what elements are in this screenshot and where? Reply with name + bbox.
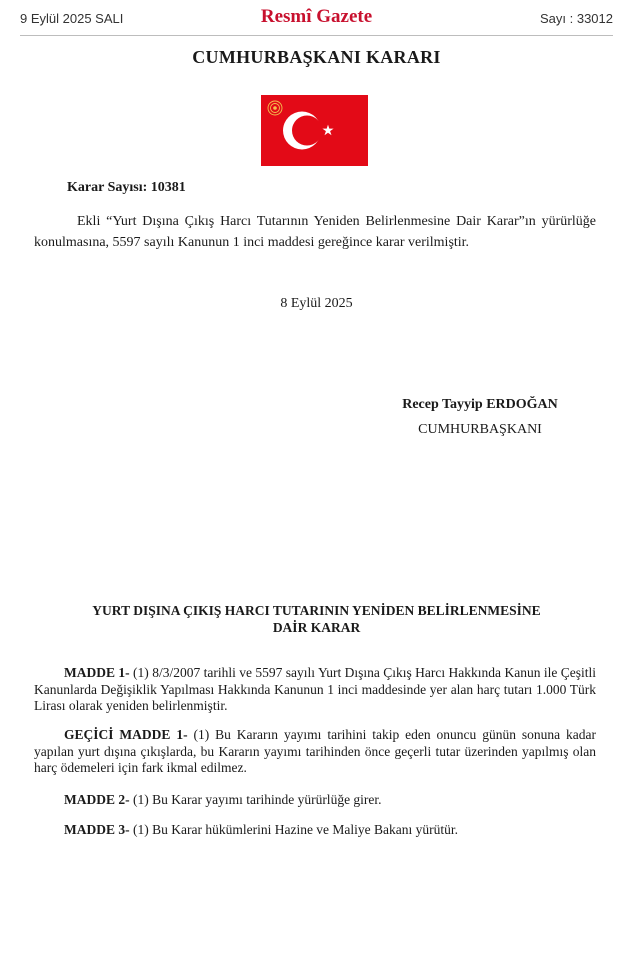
gazette-title: Resmî Gazete bbox=[260, 6, 373, 27]
article-2 bbox=[34, 792, 596, 809]
signatory-name: Recep Tayyip ERDOĞAN bbox=[402, 397, 558, 412]
signatory-title: CUMHURBAŞKANI bbox=[418, 422, 542, 437]
annex-title bbox=[60, 602, 573, 636]
article-label: MADDE 3- bbox=[64, 822, 130, 837]
turkish-flag-icon bbox=[261, 95, 368, 166]
decision-title: CUMHURBAŞKANI KARARI bbox=[192, 47, 441, 67]
article-text: (1) 8/3/2007 tarihli ve 5597 sayılı Yurt Dışına Çıkış Harcı Hakkında Kanun ile Çeşitli Kanunlarda Değişiklik Yapılması Hakkında Kanunun 1 inci maddesinde yer alan harç tutarı 1.000 Türk Lirası olarak yeniden belirlenmiştir. bbox=[34, 665, 596, 713]
article-text: (1) Bu Karar yayımı tarihinde yürürlüğe girer. bbox=[129, 792, 382, 807]
presidential-seal-icon bbox=[268, 101, 282, 115]
decision-intro: Ekli “Yurt Dışına Çıkış Harcı Tutarının Yeniden Belirlenmesine Dair Karar”ın yürürlüğe konulmasına, 5597 sayılı Kanunun 1 inci maddesi gereğince karar verilmiştir. bbox=[34, 214, 596, 250]
article-label: MADDE 2- bbox=[64, 792, 130, 807]
issue-number: Sayı : 33012 bbox=[540, 11, 613, 26]
issue-date: 9 Eylül 2025 SALI bbox=[20, 11, 124, 26]
article-1 bbox=[34, 665, 596, 715]
decision-date: 8 Eylül 2025 bbox=[280, 296, 353, 311]
article-text: (1) Bu Karar hükümlerini Hazine ve Maliye Bakanı yürütür. bbox=[129, 822, 459, 837]
article-label: GEÇİCİ MADDE 1- bbox=[64, 727, 188, 742]
article-3 bbox=[34, 822, 596, 839]
article-label: MADDE 1- bbox=[64, 665, 130, 680]
header-divider bbox=[20, 35, 613, 36]
gazette-header bbox=[20, 0, 613, 36]
annex-title-line-1: YURT DIŞINA ÇIKIŞ HARCI TUTARININ YENİDEN BELİRLENMESİNE bbox=[92, 603, 541, 618]
article-text: (1) Bu Kararın yayımı tarihini takip eden onuncu günün sonuna kadar yapılan yurt dışına çıkışlarda, bu Kararın yayımı tarihinden önce geçerli tutar üzerinden yapılmış olan harç ödemeleri için fark ikmal edilmez. bbox=[34, 727, 596, 775]
provisional-article-1 bbox=[34, 727, 596, 777]
decision-number: Karar Sayısı: 10381 bbox=[67, 180, 186, 195]
annex-title-line-2: DAİR KARAR bbox=[272, 620, 361, 635]
